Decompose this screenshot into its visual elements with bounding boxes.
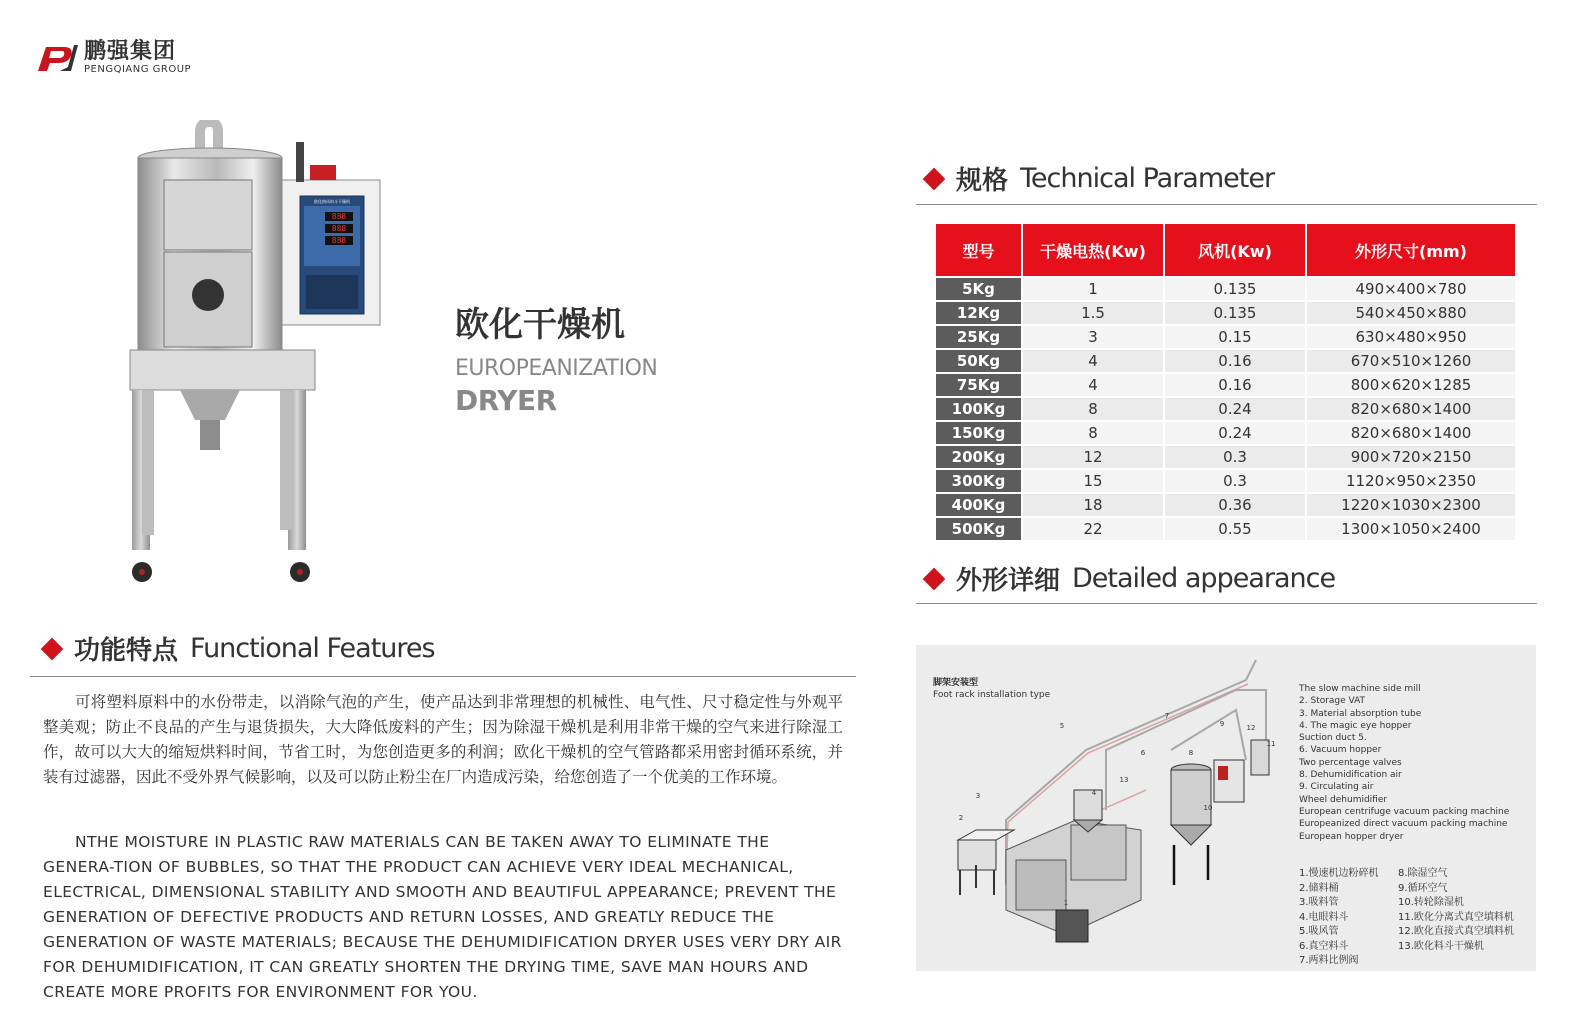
legend-item-en: 3. Material absorption tube xyxy=(1299,708,1422,719)
panel-title: 欧化热风料斗干燥机 xyxy=(314,199,350,204)
cell-fan-power: 0.36 xyxy=(1165,494,1305,516)
diagram-title-en: Foot rack installation type xyxy=(933,690,1051,700)
cell-heating-power: 3 xyxy=(1023,326,1163,348)
cell-heating-power: 4 xyxy=(1023,374,1163,396)
spec-table-row xyxy=(936,326,1515,348)
cell-dimensions: 540×450×880 xyxy=(1307,302,1515,324)
installation-layout-drawing xyxy=(946,650,1286,965)
diamond-bullet-icon xyxy=(923,567,946,590)
panel-display-2: 888 xyxy=(331,224,347,233)
cell-fan-power: 0.24 xyxy=(1165,398,1305,420)
cell-dimensions: 490×400×780 xyxy=(1307,278,1515,300)
features-paragraph-cn: 可将塑料原料中的水份带走，以消除气泡的产生，使产品达到非常理想的机械性、电气性、尺寸稳定性与外观平整美观；防止不良品的产生与退货损失，大大降低废料的产生；因为除湿干燥机是利用非常干燥的空气来进行除湿工作，故可以大大的缩短烘料时间，节省工时，为您创造更多的利润；欧化干燥机的空气管路都采用密封循环系统，并装有过滤器，因此不受外界气候影响，以及可以防止粉尘在厂内造成污染，给您创造了一个优美的工作环境。 xyxy=(43,693,843,786)
cell-dimensions: 800×620×1285 xyxy=(1307,374,1515,396)
cell-heating-power: 4 xyxy=(1023,350,1163,372)
legend-item-en: European centrifuge vacuum packing machine xyxy=(1299,806,1510,817)
technical-parameter-heading xyxy=(920,160,1274,197)
legend-item-cn: 11.欧化分离式真空填料机 xyxy=(1398,911,1514,923)
callout-9: 9 xyxy=(1219,720,1225,728)
cell-heating-power: 12 xyxy=(1023,446,1163,468)
legend-item-en: Europeanized direct vacuum packing machine xyxy=(1299,819,1508,830)
logo-text-cn: 鹏强集团 xyxy=(84,39,177,64)
section-title-en: Technical Parameter xyxy=(1020,163,1275,194)
spec-table-row xyxy=(936,446,1515,468)
cell-model: 500Kg xyxy=(936,518,1021,540)
spec-table-row xyxy=(936,398,1515,420)
legend-item-cn: 8.除湿空气 xyxy=(1398,868,1448,879)
brand-logo xyxy=(34,40,191,76)
legend-item-en: European hopper dryer xyxy=(1299,831,1404,842)
diamond-bullet-icon xyxy=(923,167,946,190)
callout-3: 3 xyxy=(975,792,981,800)
callout-13: 13 xyxy=(1119,776,1129,784)
spec-table-header-row xyxy=(936,224,1515,276)
spec-table-row xyxy=(936,518,1515,540)
legend-cn-right xyxy=(1398,867,1514,954)
cell-heating-power: 8 xyxy=(1023,398,1163,420)
header-fan-power: 风机(Kw) xyxy=(1165,224,1305,276)
legend-item-cn: 4.电眼料斗 xyxy=(1299,911,1349,923)
legend-item-cn: 5.吸风管 xyxy=(1299,926,1339,937)
cell-fan-power: 0.55 xyxy=(1165,518,1305,540)
spec-table xyxy=(934,222,1517,542)
cell-fan-power: 0.15 xyxy=(1165,326,1305,348)
features-paragraph-en: NTHE MOISTURE IN PLASTIC RAW MATERIALS CAN BE TAKEN AWAY TO ELIMINATE THE GENERA-TION OF BUBBLES, SO THAT THE PRODUCT CAN ACHIEVE VERY IDEAL MECHANICAL, ELECTRICAL, DIMENSIONAL STABILITY AND SMOOTH AND BEAUTIFUL APPEARANCE; PREVENT THE GENERATION OF DEFECTIVE PRODUCTS AND RETURN LOSSES, AND GREATLY REDUCE THE GENERATION OF WASTE MATERIALS; BECAUSE THE DEHUMIDIFICATION DRYER USES VERY DRY AIR FOR DEHUMIDIFICATION, IT CAN GREATLY SHORTEN THE DRYING TIME, SAVE MAN HOURS AND CREATE MORE PROFITS FOR ENVIRONMENT FOR YOU. xyxy=(43,833,842,1001)
panel-display-1: 888 xyxy=(331,212,347,221)
callout-1: 1 xyxy=(1063,899,1069,907)
cell-heating-power: 1.5 xyxy=(1023,302,1163,324)
cell-model: 300Kg xyxy=(936,470,1021,492)
legend-item-en: Wheel dehumidifier xyxy=(1299,794,1388,805)
cell-fan-power: 0.24 xyxy=(1165,422,1305,444)
cell-model: 50Kg xyxy=(936,350,1021,372)
spec-table-row xyxy=(936,494,1515,516)
functional-features-heading xyxy=(38,630,435,667)
legend-item-en: Suction duct 5. xyxy=(1299,733,1367,744)
diagram-title-cn: 脚架安装型 xyxy=(933,678,979,688)
section-title-cn: 外形详细 xyxy=(956,566,1061,596)
spec-table-row xyxy=(936,374,1515,396)
spec-table-row xyxy=(936,302,1515,324)
detailed-appearance-heading xyxy=(920,560,1335,597)
legend-en xyxy=(1299,683,1531,843)
header-heating-power: 干燥电热(Kw) xyxy=(1023,224,1163,276)
product-title-en-line2: DRYER xyxy=(455,384,557,417)
cell-heating-power: 22 xyxy=(1023,518,1163,540)
cell-model: 400Kg xyxy=(936,494,1021,516)
product-title-cn: 欧化干燥机 xyxy=(455,305,625,345)
cell-dimensions: 900×720×2150 xyxy=(1307,446,1515,468)
section-title-cn: 功能特点 xyxy=(74,636,179,666)
diamond-bullet-icon xyxy=(41,637,64,660)
cell-model: 100Kg xyxy=(936,398,1021,420)
section-title-en: Functional Features xyxy=(190,633,435,664)
legend-item-cn: 3.吸料管 xyxy=(1299,897,1339,908)
legend-item-en: 9. Circulating air xyxy=(1299,782,1374,793)
spec-table-row xyxy=(936,422,1515,444)
callout-11: 11 xyxy=(1266,740,1276,748)
cell-dimensions: 670×510×1260 xyxy=(1307,350,1515,372)
legend-item-en: 2. Storage VAT xyxy=(1299,696,1366,707)
section-divider xyxy=(916,603,1537,604)
callout-10: 10 xyxy=(1203,804,1213,812)
spec-table-row xyxy=(936,278,1515,300)
spec-table-row xyxy=(936,350,1515,372)
cell-model: 12Kg xyxy=(936,302,1021,324)
cell-dimensions: 1220×1030×2300 xyxy=(1307,494,1515,516)
section-divider xyxy=(30,676,856,677)
legend-item-cn: 2.储料桶 xyxy=(1299,882,1339,894)
cell-fan-power: 0.3 xyxy=(1165,446,1305,468)
pengqiang-logo-icon xyxy=(34,41,78,75)
callout-2: 2 xyxy=(958,814,964,822)
legend-item-cn: 6.真空料斗 xyxy=(1299,940,1349,952)
cell-dimensions: 820×680×1400 xyxy=(1307,422,1515,444)
legend-item-en: Two percentage valves xyxy=(1299,757,1402,768)
cell-fan-power: 0.16 xyxy=(1165,374,1305,396)
callout-4: 4 xyxy=(1091,789,1097,797)
cell-model: 150Kg xyxy=(936,422,1021,444)
cell-fan-power: 0.16 xyxy=(1165,350,1305,372)
legend-item-en: The slow machine side mill xyxy=(1299,684,1421,694)
cell-fan-power: 0.135 xyxy=(1165,302,1305,324)
legend-item-cn: 1.慢速机边粉碎机 xyxy=(1299,868,1379,879)
callout-5: 5 xyxy=(1059,722,1065,730)
cell-model: 25Kg xyxy=(936,326,1021,348)
callout-12: 12 xyxy=(1246,724,1256,732)
legend-item-en: 4. The magic eye hopper xyxy=(1299,720,1412,731)
legend-item-en: 6. Vacuum hopper xyxy=(1299,745,1382,756)
cell-dimensions: 820×680×1400 xyxy=(1307,398,1515,420)
legend-item-cn: 10.转轮除湿机 xyxy=(1398,897,1464,908)
section-divider xyxy=(916,204,1537,205)
cell-dimensions: 1300×1050×2400 xyxy=(1307,518,1515,540)
spec-table-row xyxy=(936,470,1515,492)
cell-heating-power: 1 xyxy=(1023,278,1163,300)
callout-8: 8 xyxy=(1188,749,1194,757)
legend-item-en: 8. Dehumidification air xyxy=(1299,770,1402,781)
cell-model: 5Kg xyxy=(936,278,1021,300)
cell-fan-power: 0.3 xyxy=(1165,470,1305,492)
cell-dimensions: 630×480×950 xyxy=(1307,326,1515,348)
cell-model: 75Kg xyxy=(936,374,1021,396)
callout-6: 6 xyxy=(1140,749,1146,757)
cell-fan-power: 0.135 xyxy=(1165,278,1305,300)
product-title-en-line1: EUROPEANIZATION xyxy=(455,356,658,381)
legend-cn-left xyxy=(1299,867,1379,969)
cell-heating-power: 18 xyxy=(1023,494,1163,516)
legend-item-cn: 12.欧化直接式真空填料机 xyxy=(1398,926,1514,937)
dryer-product-image xyxy=(120,120,390,595)
cell-heating-power: 15 xyxy=(1023,470,1163,492)
cell-heating-power: 8 xyxy=(1023,422,1163,444)
panel-display-3: 888 xyxy=(331,236,347,245)
header-model: 型号 xyxy=(936,224,1021,276)
callout-7: 7 xyxy=(1164,712,1170,720)
legend-item-cn: 13.欧化料斗干燥机 xyxy=(1398,940,1484,952)
cell-dimensions: 1120×950×2350 xyxy=(1307,470,1515,492)
installation-diagram xyxy=(916,645,1536,971)
section-title-en: Detailed appearance xyxy=(1072,563,1336,594)
cell-model: 200Kg xyxy=(936,446,1021,468)
header-dimensions: 外形尺寸(mm) xyxy=(1307,224,1515,276)
section-title-cn: 规格 xyxy=(956,166,1009,196)
legend-item-cn: 7.两料比例阀 xyxy=(1299,955,1359,966)
legend-item-cn: 9.循环空气 xyxy=(1398,882,1448,894)
logo-text-en: PENGQIANG GROUP xyxy=(84,64,192,75)
